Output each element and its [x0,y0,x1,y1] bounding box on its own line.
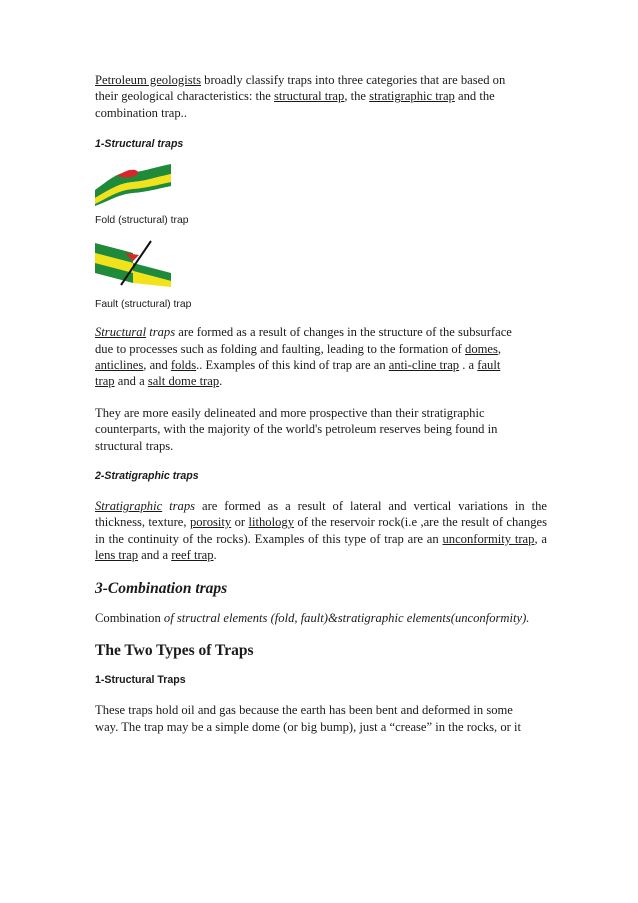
intro-paragraph [95,72,525,121]
heading-combination-traps: 3-Combination traps [95,579,228,597]
fold-trap-icon [95,162,171,206]
heading-two-types-of-traps: The Two Types of Traps [95,642,254,660]
link-anticlines[interactable]: anticlines [95,358,144,373]
heading-stratigraphic-traps: 2-Stratigraphic traps [95,470,199,483]
fold-trap-caption: Fold (structural) trap [95,215,189,227]
document-page [95,72,547,735]
intro-text-3: and the combination trap.. [95,89,495,120]
structural-text-2: , [497,341,502,356]
structural-text-6: and a [114,374,148,389]
structural-text-1: are formed as a result of changes in the structure of the subsurface due to processes such as folding and faulting, leading to the formation of [95,325,512,356]
link-lithology[interactable]: lithology [248,515,294,530]
link-folds[interactable]: folds [170,358,197,373]
link-petroleum-geologists[interactable]: Petroleum geologists [95,73,201,87]
structural-text-3: , and [143,358,171,373]
structural-text-4: .. Examples of this kind of trap are an [196,358,389,373]
stratigraphic-text-1: are formed as a result of lateral and vertical variations in the thickness, texture, [95,499,547,530]
link-stratigraphic-trap[interactable]: stratigraphic trap [369,89,455,104]
stratigraphic-text-3: of the reservoir rock(i.e ,are the result of changes in the continuity of the rocks). Examples of this type of trap are an [95,515,547,546]
combination-text-1: Combination [95,610,164,625]
stratigraphic-text-2: or [231,515,249,530]
subheading-structural-traps: 1-Structural Traps [95,674,186,687]
fault-trap-caption: Fault (structural) trap [95,299,192,311]
link-stratigraphic[interactable]: Stratigraphic [95,499,163,514]
intro-text-1: broadly classify traps into three categories that are based on their geological characteristics: the [95,73,506,104]
fault-trap-illustration [95,239,547,287]
structural-text-7: . [219,374,223,389]
link-porosity[interactable]: porosity [189,515,232,530]
link-structural[interactable]: Structural [95,325,147,340]
link-fault-trap[interactable]: fault trap [95,358,501,389]
structural-text-5: . a [459,358,478,373]
link-anti-cline-trap[interactable]: anti-cline trap [388,358,460,373]
link-structural-trap[interactable]: structural trap [274,89,345,104]
delineated-paragraph: They are more easily delineated and more prospective than their stratigraphic counterparts, with the majority of the world's petroleum reserves being found in structural traps. [95,405,498,453]
link-domes[interactable]: domes [465,341,498,356]
stratigraphic-text-5: and a [138,548,172,563]
combination-paragraph [95,610,547,626]
stratigraphic-text-4: , a [534,531,548,546]
combination-text-2: of structral elements (fold, fault)&stratigraphic elements(unconformity). [163,610,530,625]
stratigraphic-traps-paragraph [95,498,547,564]
heading-structural-traps: 1-Structural traps [95,138,184,151]
link-reef-trap[interactable]: reef trap [171,548,214,563]
traps-word-2: traps [162,499,196,514]
intro-text-2: , the [344,89,370,104]
traps-word: traps [146,325,176,340]
fault-trap-icon [95,239,171,287]
link-salt-dome-trap[interactable]: salt dome trap [147,374,220,389]
link-lens-trap[interactable]: lens trap [95,548,139,563]
stratigraphic-text-6: . [213,548,217,563]
structural-traps-description: These traps hold oil and gas because the earth has been bent and deformed in some way. The trap may be a simple dome (or big bump), just a “crease” in the rocks, or it [95,703,521,734]
structural-traps-paragraph [95,324,515,390]
link-unconformity-trap[interactable]: unconformity trap [442,531,535,546]
fold-trap-illustration [95,162,547,206]
